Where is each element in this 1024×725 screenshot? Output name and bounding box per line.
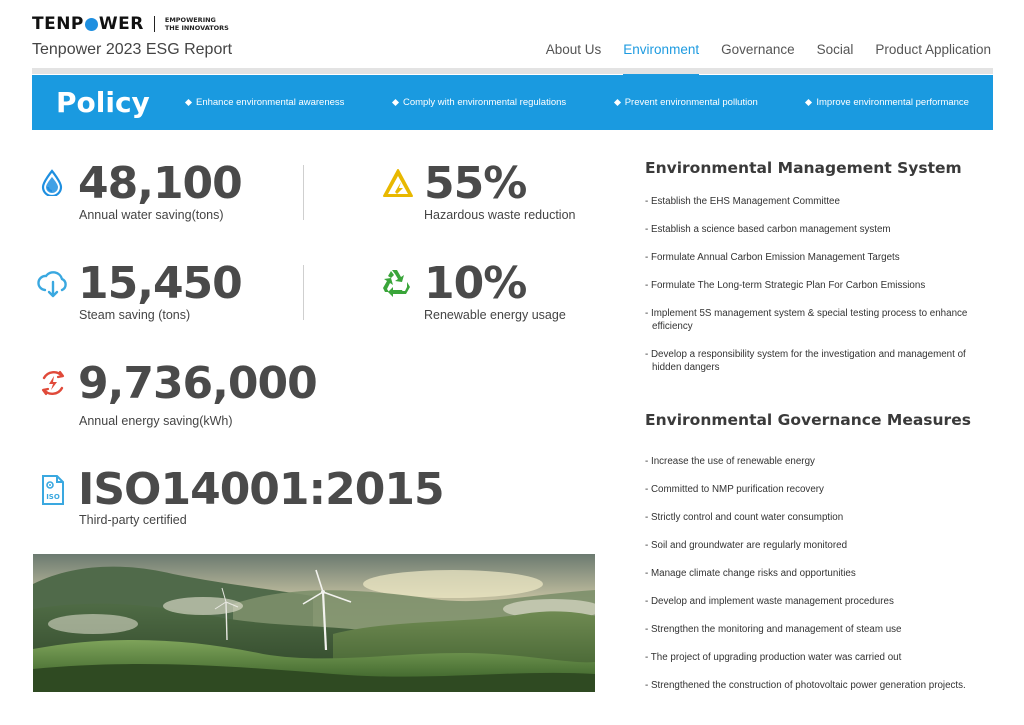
recycle-icon	[380, 266, 413, 298]
renewable-value: 10%	[424, 258, 527, 309]
egm-title: Environmental Governance Measures	[645, 411, 971, 429]
header-rule	[32, 68, 993, 74]
logo-dot-icon	[85, 18, 98, 31]
water-label: Annual water saving(tons)	[79, 208, 224, 222]
svg-text:ISO: ISO	[46, 493, 60, 501]
list-item: - The project of upgrading production water was carried out	[645, 652, 902, 663]
main-nav	[524, 42, 991, 65]
water-value: 48,100	[78, 158, 242, 209]
energy-label: Annual energy saving(kWh)	[79, 414, 233, 428]
list-item: - Implement 5S management system & special testing process to enhance efficiency	[645, 308, 968, 332]
nav-about-us[interactable]: About Us	[545, 42, 602, 57]
logo-text-end: WER	[98, 14, 144, 34]
diamond-bullet-icon	[805, 99, 812, 106]
policy-item-text: Prevent environmental pollution	[624, 97, 758, 108]
steam-value: 15,450	[78, 258, 242, 309]
cloud-icon	[36, 268, 70, 298]
list-item: - Establish the EHS Management Committee	[645, 196, 840, 207]
policy-item	[615, 97, 758, 108]
company-logo[interactable]	[32, 14, 229, 34]
list-item: - Strengthen the monitoring and management of steam use	[645, 624, 902, 635]
ems-list	[645, 195, 995, 389]
list-item: - Strictly control and count water consumption	[645, 512, 844, 523]
policy-item-text: Comply with environmental regulations	[402, 97, 567, 108]
list-item: - Manage climate change risks and opportunities	[645, 568, 856, 579]
stat-divider	[303, 265, 304, 320]
policy-title: Policy	[56, 86, 150, 119]
iso-value: ISO14001:2015	[78, 464, 444, 515]
list-item: - Develop a responsibility system for the investigation and management of hidden dangers	[645, 349, 966, 373]
steam-label: Steam saving (tons)	[79, 308, 191, 322]
list-item: - Develop and implement waste management procedures	[645, 596, 894, 607]
nav-social[interactable]: Social	[816, 42, 854, 57]
list-item: - Committed to NMP purification recovery	[645, 484, 824, 495]
list-item: - Strengthened the construction of photovoltaic power generation projects.	[645, 680, 966, 691]
tagline-line-2: THE INNOVATORS	[164, 24, 229, 32]
list-item: - Establish a science based carbon management system	[645, 224, 891, 235]
diamond-bullet-icon	[614, 99, 621, 106]
nav-governance[interactable]: Governance	[721, 42, 795, 57]
renewable-label: Renewable energy usage	[424, 308, 566, 322]
logo-tagline	[165, 16, 229, 32]
logo-divider	[154, 16, 155, 32]
water-drop-icon	[38, 168, 66, 196]
landscape-wind-turbine-image	[33, 554, 595, 692]
hazard-label: Hazardous waste reduction	[424, 208, 576, 222]
diamond-bullet-icon	[185, 99, 192, 106]
policy-items	[186, 97, 993, 108]
iso-document-icon	[40, 474, 66, 506]
policy-item	[393, 97, 566, 108]
egm-list	[645, 455, 995, 707]
list-item: - Soil and groundwater are regularly monitored	[645, 540, 848, 551]
diamond-bullet-icon	[392, 99, 399, 106]
tagline-line-1: EMPOWERING	[164, 16, 216, 24]
policy-banner	[32, 75, 993, 130]
energy-cycle-icon	[38, 368, 68, 398]
policy-item	[806, 97, 969, 108]
hazard-value: 55%	[424, 158, 527, 209]
stat-divider	[303, 165, 304, 220]
logo-wordmark	[32, 14, 144, 34]
policy-item	[186, 97, 344, 108]
nav-environment[interactable]: Environment	[623, 42, 699, 65]
iso-label: Third-party certified	[79, 513, 187, 527]
logo-text-start: TENP	[32, 14, 84, 34]
policy-item-text: Improve environmental performance	[816, 97, 969, 108]
list-item: - Formulate The Long-term Strategic Plan For Carbon Emissions	[645, 280, 926, 291]
warning-icon	[382, 168, 414, 198]
nav-product-application[interactable]: Product Application	[875, 42, 991, 57]
list-item: - Formulate Annual Carbon Emission Management Targets	[645, 252, 900, 263]
report-title: Tenpower 2023 ESG Report	[32, 41, 233, 58]
landscape-illustration	[33, 554, 595, 692]
list-item: - Increase the use of renewable energy	[645, 456, 815, 467]
energy-value: 9,736,000	[78, 358, 317, 409]
ems-title: Environmental Management System	[645, 159, 962, 177]
policy-item-text: Enhance environmental awareness	[196, 97, 345, 108]
